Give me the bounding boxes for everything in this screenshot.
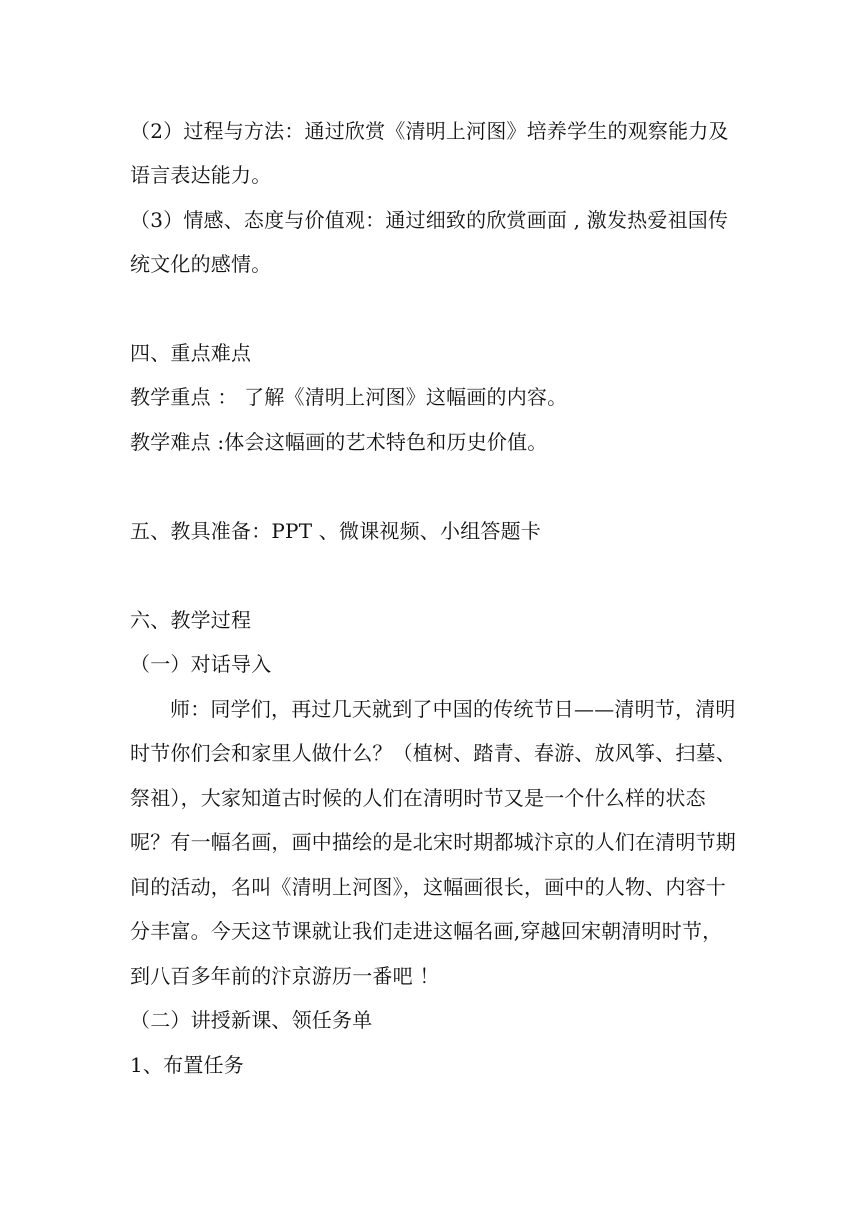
dialogue-paragraph-line-6: 分丰富。今天这节课就让我们走进这幅名画,穿越回宋朝清明时节， — [130, 919, 723, 943]
teaching-difficulty-line: 教学难点 :体会这幅画的艺术特色和历史价值。 — [130, 430, 548, 454]
objective-emotion-line-1: （3）情感、态度与价值观：通过细致的欣赏画面 , 激发热爱祖国传 — [130, 208, 729, 232]
dialogue-paragraph-line-3: 祭祖），大家知道古时候的人们在清明时节又是一个什么样的状态 — [130, 786, 706, 810]
section-heading-materials: 五、教具准备：PPT 、微课视频、小组答题卡 — [130, 519, 542, 543]
dialogue-paragraph-line-7: 到八百多年前的汴京游历一番吧 ！ — [130, 964, 440, 988]
objective-process-method-line-1: （2）过程与方法：通过欣赏《清明上河图》培养学生的观察能力及 — [130, 119, 729, 143]
section-heading-key-points: 四、重点难点 — [130, 341, 252, 365]
dialogue-paragraph-line-1: 师：同学们，再过几天就到了中国的传统节日——清明节，清明 — [170, 697, 736, 721]
task-assignment-heading: 1、布置任务 — [130, 1053, 244, 1077]
objective-process-method-line-2: 语言表达能力。 — [130, 163, 272, 187]
subsection-heading-dialogue: （一）对话导入 — [130, 652, 272, 676]
subsection-heading-new-lesson: （二）讲授新课、领任务单 — [130, 1008, 373, 1032]
teaching-focus-line: 教学重点 ： 了解《清明上河图》这幅画的内容。 — [130, 385, 568, 409]
dialogue-paragraph-line-5: 间的活动，名叫《清明上河图》，这幅画很长，画中的人物、内容十 — [130, 875, 726, 899]
dialogue-paragraph-line-2: 时节你们会和家里人做什么？（植树、踏青、春游、放风筝、扫墓、 — [130, 741, 736, 765]
section-heading-process: 六、教学过程 — [130, 608, 252, 632]
objective-emotion-line-2: 统文化的感情。 — [130, 252, 272, 276]
dialogue-paragraph-line-4: 呢？有一幅名画，画中描绘的是北宋时期都城汴京的人们在清明节期 — [130, 830, 736, 854]
